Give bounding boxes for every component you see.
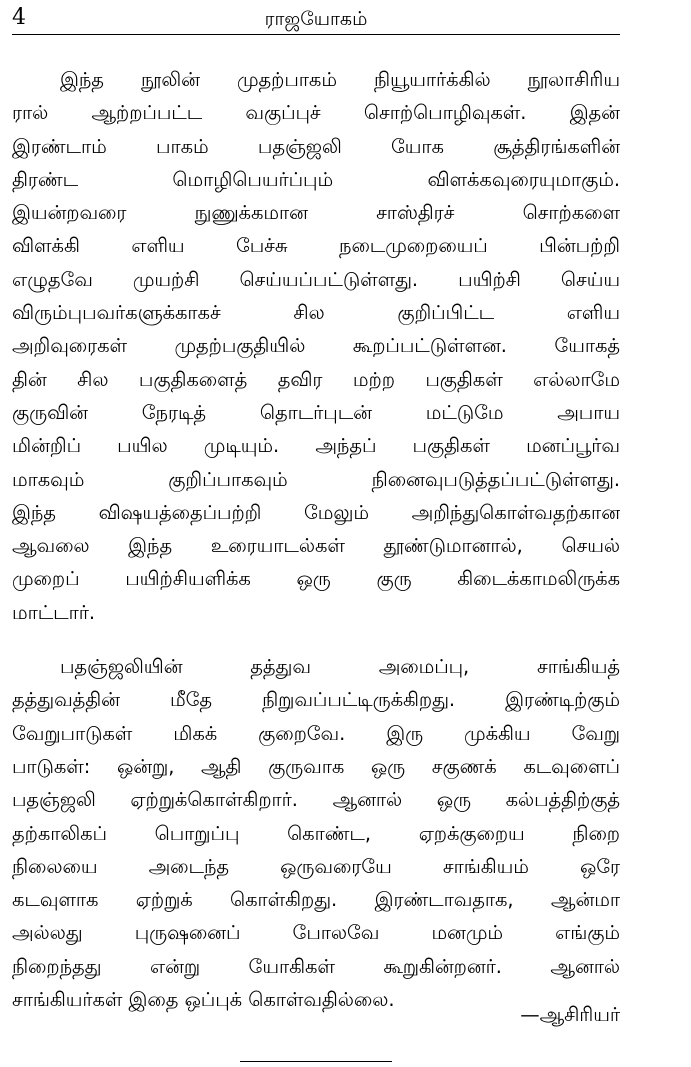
text-line: தின் சில பகுதிகளைத் தவிர மற்ற பகுதிகள் எல்லாமே — [12, 367, 620, 391]
text-line: நிலையை அடைந்த ஒருவரையே சாங்கியம் ஒரே — [12, 854, 620, 878]
text-line: பதஞ்ஜலி ஏற்றுக்கொள்கிறார். ஆனால் ஒரு கல்பத்திற்குத் — [12, 788, 620, 812]
text-line: சாங்கியர்கள் இதை ஒப்புக் கொள்வதில்லை. — [12, 988, 395, 1012]
text-line: திரண்ட மொழிபெயர்ப்பும் விளக்கவுரையுமாகும். — [12, 167, 620, 191]
text-line: பதஞ்ஜலியின் தத்துவ அமைப்பு, சாங்கியத் — [60, 655, 620, 679]
text-line: இரண்டாம் பாகம் பதஞ்ஜலி யோக சூத்திரங்களின் — [12, 134, 620, 158]
paragraph-1 — [12, 63, 620, 629]
text-line: மாட்டார். — [12, 600, 96, 624]
page-header — [12, 4, 620, 35]
text-line: எழுதவே முயற்சி செய்யப்பட்டுள்ளது. பயிற்சி செய்ய — [12, 267, 620, 291]
text-line: அல்லது புருஷனைப் போலவே மனமும் எங்கும் — [12, 921, 620, 945]
text-line: இயன்றவரை நுணுக்கமான சாஸ்திரச் சொற்களை — [12, 201, 620, 225]
text-line: ஆவலை இந்த உரையாடல்கள் தூண்டுமானால், செயல் — [12, 534, 620, 558]
text-line: விளக்கி எளிய பேச்சு நடைமுறையைப் பின்பற்றி — [12, 234, 620, 258]
text-line: இந்த விஷயத்தைப்பற்றி மேலும் அறிந்துகொள்வதற்கான — [12, 500, 620, 524]
text-line: மாகவும் குறிப்பாகவும் நினைவுபடுத்தப்பட்டுள்ளது. — [12, 467, 620, 491]
text-line: மின்றிப் பயில முடியும். அந்தப் பகுதிகள் மனப்பூர்வ — [12, 434, 620, 458]
footer-rule — [240, 1061, 392, 1062]
page-number: 4 — [12, 5, 26, 30]
text-line: அறிவுரைகள் முதற்பகுதியில் கூறப்பட்டுள்ளன. யோகத் — [12, 334, 620, 358]
text-line: தற்காலிகப் பொறுப்பு கொண்ட, ஏறக்குறைய நிறை — [12, 821, 620, 845]
page-body — [12, 63, 620, 1016]
text-line: முறைப் பயிற்சியளிக்க ஒரு குரு கிடைக்காமலிருக்க — [12, 567, 620, 591]
author-signature: —ஆசிரியர் — [520, 1003, 620, 1026]
text-line: பாடுகள்: ஒன்று, ஆதி குருவாக ஒரு சகுணக் கடவுளைப் — [12, 754, 620, 778]
text-line: விரும்புபவர்களுக்காகச் சில குறிப்பிட்ட எளிய — [12, 301, 620, 325]
text-line: தத்துவத்தின் மீதே நிறுவப்பட்டிருக்கிறது. இரண்டிற்கும் — [12, 688, 620, 712]
text-line: இந்த நூலின் முதற்பாகம் நியூயார்க்கில் நூலாசிரிய — [60, 68, 620, 91]
text-line: குருவின் நேரடித் தொடர்புடன் மட்டுமே அபாய — [12, 400, 620, 424]
running-title: ராஜயோகம் — [264, 8, 368, 30]
paragraph-2 — [12, 650, 620, 1016]
text-line: வேறுபாடுகள் மிகக் குறைவே. இரு முக்கிய வேறு — [12, 721, 620, 745]
text-line: ரால் ஆற்றப்பட்ட வகுப்புச் சொற்பொழிவுகள். இதன் — [12, 101, 620, 125]
text-line: கடவுளாக ஏற்றுக் கொள்கிறது. இரண்டாவதாக, ஆன்மா — [12, 888, 620, 912]
text-line: நிறைந்தது என்று யோகிகள் கூறுகின்றனர். ஆனால் — [12, 954, 620, 978]
